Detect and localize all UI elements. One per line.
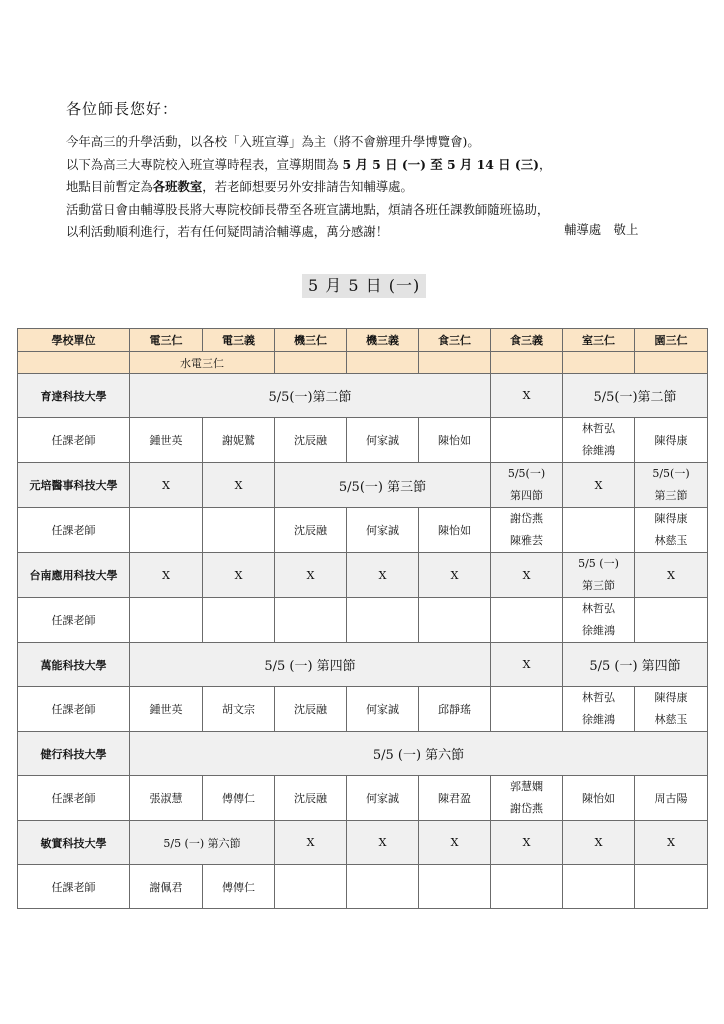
header-cell (491, 352, 563, 374)
teacher-cell: 鍾世英 (130, 687, 203, 732)
teacher-label: 任課老師 (18, 508, 130, 553)
teacher-cell (491, 865, 563, 909)
teacher-name: 徐維鴻 (582, 713, 615, 726)
teacher-row (18, 598, 708, 643)
teacher-cell: 何家誠 (347, 418, 419, 463)
greeting: 各位師長您好： (66, 100, 179, 118)
teacher-cell (491, 418, 563, 463)
session-cell: 5/5(一)第二節 (563, 374, 708, 418)
session-cell: X (130, 553, 203, 598)
school-name: 萬能科技大學 (18, 643, 130, 687)
teacher-name: 謝岱燕 (510, 802, 543, 815)
session-cell: X (491, 553, 563, 598)
session-cell: X (347, 821, 419, 865)
session-cell: X (491, 643, 563, 687)
session-cell: X (491, 374, 563, 418)
teacher-cell: 鍾世英 (130, 418, 203, 463)
session-cell: 5/5 (一) 第六節 (130, 732, 708, 776)
session-cell: 5/5 (一) 第四節 (130, 643, 491, 687)
header-cell: 電三仁 (130, 329, 203, 352)
teacher-name: 謝岱燕 (510, 512, 543, 525)
teacher-row (18, 508, 708, 553)
teacher-label: 任課老師 (18, 598, 130, 643)
session-date: 5/5 (一) (578, 557, 619, 570)
teacher-cell (419, 598, 491, 643)
teacher-name: 郭慧嫻 (510, 780, 543, 793)
teacher-row (18, 776, 708, 821)
intro-line-2a: 以下為高三大專院校入班宣導時程表，宣導期間為 (66, 156, 343, 172)
session-cell: X (203, 463, 275, 508)
teacher-cell (491, 776, 563, 821)
school-name: 健行科技大學 (18, 732, 130, 776)
session-date: 5/5(一) (652, 467, 690, 480)
teacher-cell: 傅傳仁 (203, 865, 275, 909)
event-location: 各班教室 (152, 179, 203, 194)
teacher-cell (563, 598, 635, 643)
school-name: 台南應用科技大學 (18, 553, 130, 598)
teacher-cell: 邱靜瑤 (419, 687, 491, 732)
intro-line-2c: ， (538, 156, 552, 172)
teacher-cell: 陳君盈 (419, 776, 491, 821)
teacher-cell: 何家誠 (347, 776, 419, 821)
teacher-name: 徐維鴻 (582, 624, 615, 637)
teacher-label: 任課老師 (18, 865, 130, 909)
teacher-cell (275, 598, 347, 643)
teacher-row (18, 418, 708, 463)
session-cell (635, 463, 708, 508)
session-cell (563, 553, 635, 598)
teacher-cell (130, 508, 203, 553)
teacher-cell (347, 598, 419, 643)
header-cell: 園三仁 (635, 329, 708, 352)
session-cell: 5/5(一)第二節 (130, 374, 491, 418)
session-period: 第三節 (654, 489, 688, 502)
teacher-name: 陳得康 (654, 512, 688, 525)
session-period: 第四節 (510, 489, 543, 502)
intro-line-1: 今年高三的升學活動，以各校「入班宣導」為主（將不會辦理升學博覽會)。 (66, 134, 480, 149)
signature: 輔導處 敬上 (564, 222, 639, 237)
teacher-cell (491, 687, 563, 732)
teacher-cell (203, 508, 275, 553)
school-row (18, 732, 708, 776)
teacher-name: 林哲弘 (582, 602, 615, 615)
event-period: 5 月 5 日 (一) 至 5 月 14 日 (三) (342, 156, 539, 172)
session-cell: X (635, 821, 708, 865)
header-cell (275, 352, 347, 374)
teacher-cell: 沈辰融 (275, 776, 347, 821)
session-period: 第三節 (582, 579, 615, 592)
intro-line-3a: 地點目前暫定為 (66, 179, 153, 194)
session-cell: 5/5 (一) 第四節 (563, 643, 708, 687)
schedule-table (17, 328, 708, 909)
school-name: 元培醫事科技大學 (18, 463, 130, 508)
school-row (18, 821, 708, 865)
teacher-cell: 周古陽 (635, 776, 708, 821)
header-cell (18, 352, 130, 374)
session-cell: 5/5 (一) 第六節 (130, 821, 275, 865)
teacher-cell (563, 865, 635, 909)
session-cell: 5/5(一) 第三節 (275, 463, 491, 508)
header-row (18, 329, 708, 352)
header-row-2 (18, 352, 708, 374)
teacher-cell: 陳怡如 (419, 508, 491, 553)
school-row (18, 463, 708, 508)
teacher-cell (491, 508, 563, 553)
school-row (18, 374, 708, 418)
school-row (18, 553, 708, 598)
header-extra-class: 水電三仁 (130, 352, 275, 374)
session-cell: X (491, 821, 563, 865)
teacher-name: 陳雅芸 (510, 534, 543, 547)
teacher-name: 陳得康 (654, 691, 688, 704)
intro-line-4: 活動當日會由輔導股長將大專院校師長帶至各班宣講地點，煩請各班任課教師隨班協助， (66, 201, 550, 217)
session-cell: X (130, 463, 203, 508)
teacher-label: 任課老師 (18, 418, 130, 463)
intro-line-3 (66, 176, 666, 199)
header-cell: 食三義 (491, 329, 563, 352)
school-name: 敏實科技大學 (18, 821, 130, 865)
teacher-name: 徐維鴻 (582, 444, 615, 457)
teacher-cell: 何家誠 (347, 508, 419, 553)
teacher-label: 任課老師 (18, 687, 130, 732)
teacher-cell (491, 598, 563, 643)
header-cell: 室三仁 (563, 329, 635, 352)
teacher-name: 林慈玉 (654, 534, 688, 547)
teacher-cell (347, 865, 419, 909)
header-cell: 食三仁 (419, 329, 491, 352)
session-cell: X (563, 463, 635, 508)
session-cell: X (347, 553, 419, 598)
teacher-cell: 沈辰融 (275, 687, 347, 732)
teacher-cell (635, 508, 708, 553)
teacher-cell (563, 687, 635, 732)
teacher-cell: 何家誠 (347, 687, 419, 732)
session-cell: X (635, 553, 708, 598)
teacher-cell (563, 508, 635, 553)
header-cell: 機三仁 (275, 329, 347, 352)
header-cell (563, 352, 635, 374)
teacher-cell (203, 598, 275, 643)
session-cell: X (563, 821, 635, 865)
teacher-cell (130, 598, 203, 643)
teacher-cell (275, 865, 347, 909)
header-cell: 學校單位 (18, 329, 130, 352)
teacher-cell: 傅傳仁 (203, 776, 275, 821)
intro-line-5: 以利活動順利進行，若有任何疑問請洽輔導處，萬分感謝！ (66, 224, 389, 239)
session-cell: X (419, 553, 491, 598)
teacher-cell (563, 418, 635, 463)
teacher-cell: 沈辰融 (275, 418, 347, 463)
teacher-name: 林哲弘 (582, 691, 615, 704)
teacher-cell (419, 865, 491, 909)
teacher-cell: 張淑慧 (130, 776, 203, 821)
school-row (18, 643, 708, 687)
teacher-name: 林慈玉 (654, 713, 688, 726)
session-cell: X (419, 821, 491, 865)
school-name: 育達科技大學 (18, 374, 130, 418)
teacher-cell (635, 687, 708, 732)
teacher-name: 林哲弘 (582, 422, 615, 435)
intro-line-3c: ，若老師想要另外安排請告知輔導處。 (202, 179, 413, 194)
teacher-cell: 陳得康 (635, 418, 708, 463)
session-cell: X (275, 553, 347, 598)
teacher-cell: 沈辰融 (275, 508, 347, 553)
teacher-cell (635, 598, 708, 643)
date-title: 5 月 5 日 (一) (302, 274, 426, 298)
header-cell (419, 352, 491, 374)
teacher-cell: 謝佩君 (130, 865, 203, 909)
header-cell (635, 352, 708, 374)
teacher-cell: 陳怡如 (563, 776, 635, 821)
teacher-row (18, 687, 708, 732)
header-cell: 電三義 (203, 329, 275, 352)
teacher-cell (635, 865, 708, 909)
teacher-cell: 胡文宗 (203, 687, 275, 732)
teacher-cell: 陳怡如 (419, 418, 491, 463)
teacher-cell: 謝妮鷲 (203, 418, 275, 463)
session-cell (491, 463, 563, 508)
session-cell: X (275, 821, 347, 865)
header-cell: 機三義 (347, 329, 419, 352)
session-cell: X (203, 553, 275, 598)
teacher-row (18, 865, 708, 909)
header-cell (347, 352, 419, 374)
teacher-label: 任課老師 (18, 776, 130, 821)
intro-line-2 (66, 154, 666, 177)
session-date: 5/5(一) (507, 467, 546, 480)
